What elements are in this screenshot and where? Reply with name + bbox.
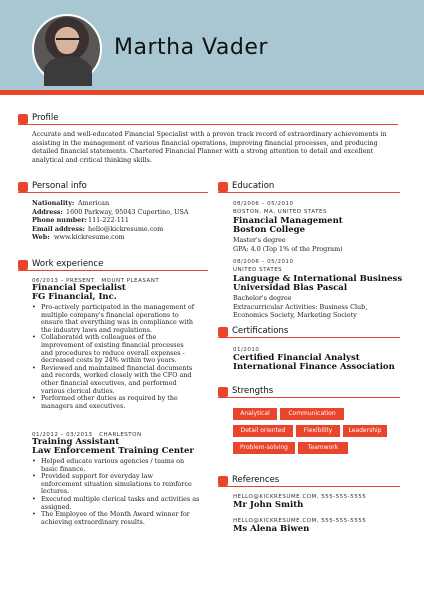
- job-bullets: [32, 458, 217, 526]
- list-item: • Reviewed and maintained financial documents and records, worked closely with the CFO and other financial executives, and performed various clerical duties.: [32, 365, 212, 395]
- person-icon: [18, 114, 28, 124]
- reference-contact: HELLO@KICKRESUME.COM, 555-555-5555: [233, 494, 367, 500]
- job-company: Law Enforcement Training Center: [32, 446, 194, 456]
- reference-name: Ms Alena Biwen: [233, 524, 310, 534]
- list-item: • Collaborated with colleagues of the improvement of existing financial processes and procedures to reduce overall expenses - decreased costs by 24% within two years.: [32, 334, 212, 364]
- references-rule: [218, 486, 400, 487]
- strength-tag: Detail oriented: [233, 425, 293, 437]
- strength-tag: Leadership: [343, 425, 387, 437]
- cert-date: 01/2010: [233, 347, 260, 353]
- personal-title: Personal info: [32, 181, 87, 191]
- strengths-rule: [218, 397, 400, 398]
- job-role: Financial Specialist: [32, 283, 126, 293]
- work-rule: [18, 270, 208, 271]
- list-item: • Pro-actively participated in the management of multiple company's financial operations to ensure that everything was in compliance with the industry laws and regulations.: [32, 304, 212, 334]
- edu-degree: Financial Management: [233, 216, 343, 226]
- job-dates: 06/2013 – PRESENT MOUNT PLEASANT: [32, 278, 160, 284]
- strength-tag: Flexibility: [296, 425, 340, 437]
- list-item: • Performed other duties as required by the managers and executives.: [32, 395, 212, 410]
- job-dates: 01/2012 – 03/2013 CHARLESTON: [32, 432, 142, 438]
- personal-row: Web: www.kickresume.com: [32, 233, 125, 242]
- id-card-icon: [18, 182, 28, 192]
- profile-rule: [18, 124, 398, 125]
- personal-row: Email address: hello@kickresume.com: [32, 224, 164, 233]
- personal-rule: [18, 192, 208, 193]
- strengths-title: Strengths: [232, 386, 274, 396]
- edu-school: Boston College: [233, 225, 306, 235]
- personal-row: Nationality: American: [32, 199, 110, 207]
- edu-location: UNITED STATES: [233, 267, 283, 273]
- cert-name: Certified Financial Analyst: [233, 353, 360, 363]
- edu-dates: 08/2006 – 05/2010: [233, 259, 294, 265]
- certifications-title: Certifications: [232, 326, 289, 336]
- edu-details: Bachelor's degree Extracurricular Activities: Business Club, Economics Society, Marketing Society: [233, 294, 368, 320]
- cert-org: International Finance Association: [233, 362, 395, 372]
- list-item: • Executed multiple clerical tasks and activities as assigned.: [32, 496, 217, 511]
- profile-text: Accurate and well-educated Financial Specialist with a proven track record of extraordinary achievements in assisting in the management of various financial operations, improving financial processes, and producing detailed financial statements. Chartered Financial Planner with a strong attention to detail and excellent analytical and critical thinking skills.: [32, 130, 387, 164]
- education-rule: [218, 192, 400, 193]
- profile-title: Profile: [32, 113, 59, 123]
- profile-photo: [32, 14, 102, 84]
- personal-info: [32, 199, 212, 242]
- education-title: Education: [232, 181, 275, 191]
- reference-contact: HELLO@KICKRESUME.COM, 555-555-5555: [233, 518, 367, 524]
- strength-tag: Analytical: [233, 408, 277, 420]
- job-role: Training Assistant: [32, 437, 120, 447]
- personal-row: Phone number:111-222-111: [32, 216, 129, 225]
- certificate-icon: [218, 327, 228, 337]
- job-bullets: [32, 304, 212, 410]
- list-item: • Provided support for everyday law enforcement situation simulations to reinforce lectures.: [32, 473, 217, 496]
- list-item: • Helped educate various agencies / teams on basic finance.: [32, 458, 217, 473]
- strength-tag: Communication: [280, 408, 344, 420]
- edu-degree: Language & International Business: [233, 274, 403, 284]
- edu-details: Master's degree GPA: 4.0 (Top 1% of the Program): [233, 236, 343, 253]
- reference-name: Mr John Smith: [233, 500, 304, 510]
- edu-dates: 08/2006 – 05/2010: [233, 201, 294, 207]
- edu-location: BOSTON, MA, UNITED STATES: [233, 209, 327, 215]
- strength-tag: Problem-solving: [233, 442, 295, 454]
- work-title: Work experience: [32, 259, 104, 269]
- edu-school: Universidad Blas Pascal: [233, 283, 348, 293]
- strength-tag: Teamwork: [298, 442, 348, 454]
- certifications-rule: [218, 337, 400, 338]
- personal-row: Address: 1600 Parkway, 95043 Cupertino, USA: [32, 207, 189, 216]
- graduation-cap-icon: [218, 182, 228, 192]
- star-icon: [218, 387, 228, 397]
- candidate-name: Martha Vader: [114, 35, 268, 60]
- accent-divider: [0, 90, 424, 95]
- briefcase-icon: [18, 260, 28, 270]
- job-company: FG Financial, Inc.: [32, 292, 117, 302]
- list-item: • The Employee of the Month Award winner for achieving extraordinary results.: [32, 511, 217, 526]
- references-title: References: [232, 475, 280, 485]
- contacts-icon: [218, 476, 228, 486]
